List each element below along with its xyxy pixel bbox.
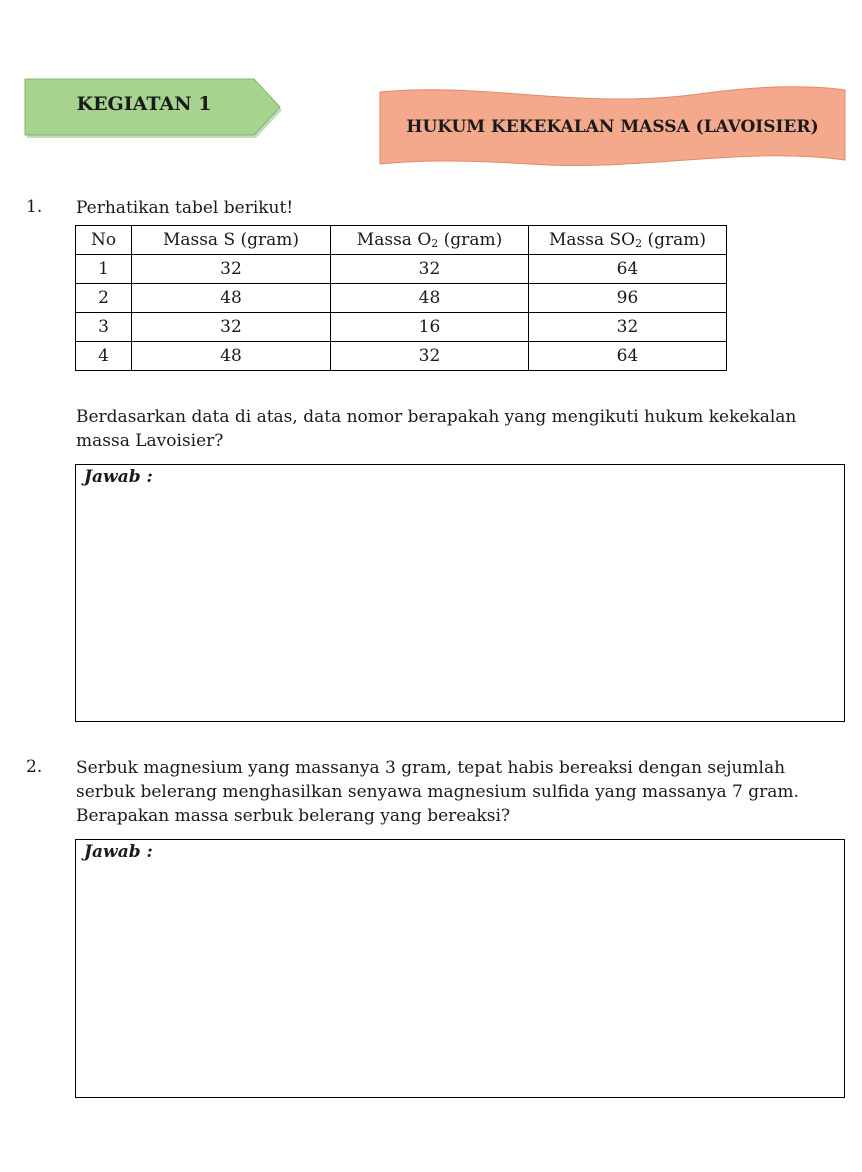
table-cell: 4 — [76, 342, 132, 371]
table-cell: 32 — [132, 313, 331, 342]
table-cell: 64 — [529, 342, 727, 371]
table-cell: 96 — [529, 284, 727, 313]
table-cell: 64 — [529, 255, 727, 284]
table-row — [76, 313, 727, 342]
table-row — [76, 255, 727, 284]
answer-box-1[interactable] — [75, 464, 845, 722]
question-2-line-2: serbuk belerang menghasilkan senyawa magnesium sulfida yang massanya 7 gram. — [76, 782, 799, 802]
table-cell: 48 — [132, 342, 331, 371]
answer-box-2[interactable] — [75, 839, 845, 1098]
kegiatan-banner — [24, 78, 280, 140]
question-2-text — [76, 756, 856, 828]
table-cell: 32 — [529, 313, 727, 342]
table-cell: 48 — [132, 284, 331, 313]
question-2-line-1: Serbuk magnesium yang massanya 3 gram, tepat habis bereaksi dengan sejumlah — [76, 758, 786, 778]
table-cell: 48 — [331, 284, 529, 313]
table-cell: 16 — [331, 313, 529, 342]
header-massa-so2: Massa $SO_2$ (gram) — [529, 226, 727, 255]
mass-table — [75, 225, 727, 371]
question-2-number: 2. — [26, 757, 43, 777]
table-cell: 1 — [76, 255, 132, 284]
table-cell: 3 — [76, 313, 132, 342]
question-2-line-3: Berapakan massa serbuk belerang yang bereaksi? — [76, 806, 511, 826]
question-1-prompt-line-1: Berdasarkan data di atas, data nomor berapakah yang mengikuti hukum kekekalan — [76, 407, 797, 427]
table-cell: 32 — [331, 255, 529, 284]
table-cell: 32 — [132, 255, 331, 284]
answer-label-2: Jawab : — [84, 842, 153, 862]
question-1-number: 1. — [26, 197, 43, 217]
header-no: No — [76, 226, 132, 255]
table-cell: 2 — [76, 284, 132, 313]
table-cell: 32 — [331, 342, 529, 371]
table-header-row — [76, 226, 727, 255]
question-1-prompt — [76, 405, 856, 453]
table-row — [76, 342, 727, 371]
question-1-prompt-line-2: massa Lavoisier? — [76, 431, 224, 451]
answer-label-1: Jawab : — [84, 467, 153, 487]
topic-banner — [379, 80, 846, 172]
kegiatan-title: KEGIATAN 1 — [76, 93, 212, 115]
topic-title: HUKUM KEKEKALAN MASSA (LAVOISIER) — [406, 117, 819, 137]
table-row — [76, 284, 727, 313]
header-massa-o2: Massa $O_2$ (gram) — [331, 226, 529, 255]
question-1-intro: Perhatikan tabel berikut! — [76, 198, 294, 218]
header-massa-s: Massa S (gram) — [132, 226, 331, 255]
